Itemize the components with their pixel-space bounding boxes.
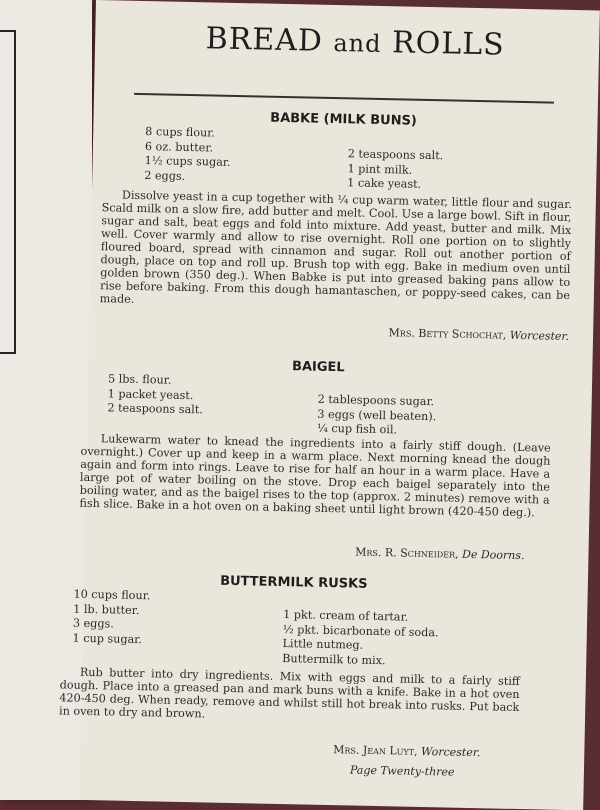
ingredients-left-baigel: 5 lbs. flour. 1 packet yeast. 2 teaspoons salt. bbox=[107, 372, 203, 417]
method-baigel: Lukewarm water to knead the ingredients into a fairly stiff dough. (Leave overnight.) Cover up and keep in a warm place. Next morning knead the dough again and form into rings. Leave to rise for half an hour in a warm place. Have a large pot of water boiling on the stove. Drop each baigel separately into the boiling water, and as the baigel rises to the top (approx. 2 minutes) remove with a fish slice. Bake in a hot oven on a baking sheet until light brown (420-450 deg.). bbox=[79, 432, 551, 520]
ingredients-left-babke: 8 cups flour. 6 oz. butter. 1½ cups sugar. 2 eggs. bbox=[144, 125, 231, 183]
ingredients-right-babke: 2 teaspoons salt. 1 pint milk. 1 cake yeast. bbox=[347, 147, 444, 191]
recipe-page bbox=[58, 0, 600, 810]
ingredients-left-rusks: 10 cups flour. 1 lb. butter. 3 eggs. 1 cup sugar. bbox=[72, 587, 151, 646]
ingredients-right-baigel: 2 tablespoons sugar. 3 eggs (well beaten). ¼ cup fish oil. bbox=[316, 392, 437, 437]
credit-baigel: Mrs. R. Schneider, De Doorns. bbox=[355, 545, 525, 563]
credit-babke: Mrs. Betty Schochat, Worcester. bbox=[388, 326, 570, 343]
facing-page-border bbox=[0, 30, 16, 354]
page-number: Page Twenty-three bbox=[349, 763, 455, 779]
method-rusks: Rub butter into dry ingredients. Mix with eggs and milk to a fairly stiff dough. Place into a greased pan and mark buns with a knife. Bake in a hot oven 420-450 deg. When ready, remove and whilst still hot break into rusks. Put back in oven to dry and brown. bbox=[58, 665, 520, 721]
ingredients-right-rusks: 1 pkt. cream of tartar. ½ pkt. bicarbonate of soda. Little nutmeg. Buttermilk to mix. bbox=[282, 608, 439, 667]
recipe-title-babke: BABKE (MILK BUNS) bbox=[270, 110, 417, 129]
page-title: BREAD and ROLLS bbox=[205, 21, 506, 63]
title-rule bbox=[134, 93, 554, 104]
recipe-title-baigel: BAIGEL bbox=[291, 359, 345, 376]
recipe-title-buttermilk-rusks: BUTTERMILK RUSKS bbox=[219, 573, 368, 592]
method-babke: Dissolve yeast in a cup together with ¼ cup warm water, little flour and sugar. Scald milk on a slow fire, add butter and melt. Cool. Use a large bowl. Sift in flour, sugar and salt, beat eggs and fold into mixture. Add yeast, butter and milk. Mix well. Cover warmly and allow to rise overnight. Roll one portion on to slightly floured board, spread with cinnamon and sugar. Roll out another portion of dough, place on top and roll up. Brush top with egg. Bake in medium oven until golden brown (350 deg.). When Babke is put into greased baking pans allow to rise before baking. From this dough hamantaschen, or poppy-seed cakes, can be made. bbox=[99, 188, 572, 306]
credit-rusks: Mrs. Jean Luyt, Worcester. bbox=[333, 743, 481, 760]
